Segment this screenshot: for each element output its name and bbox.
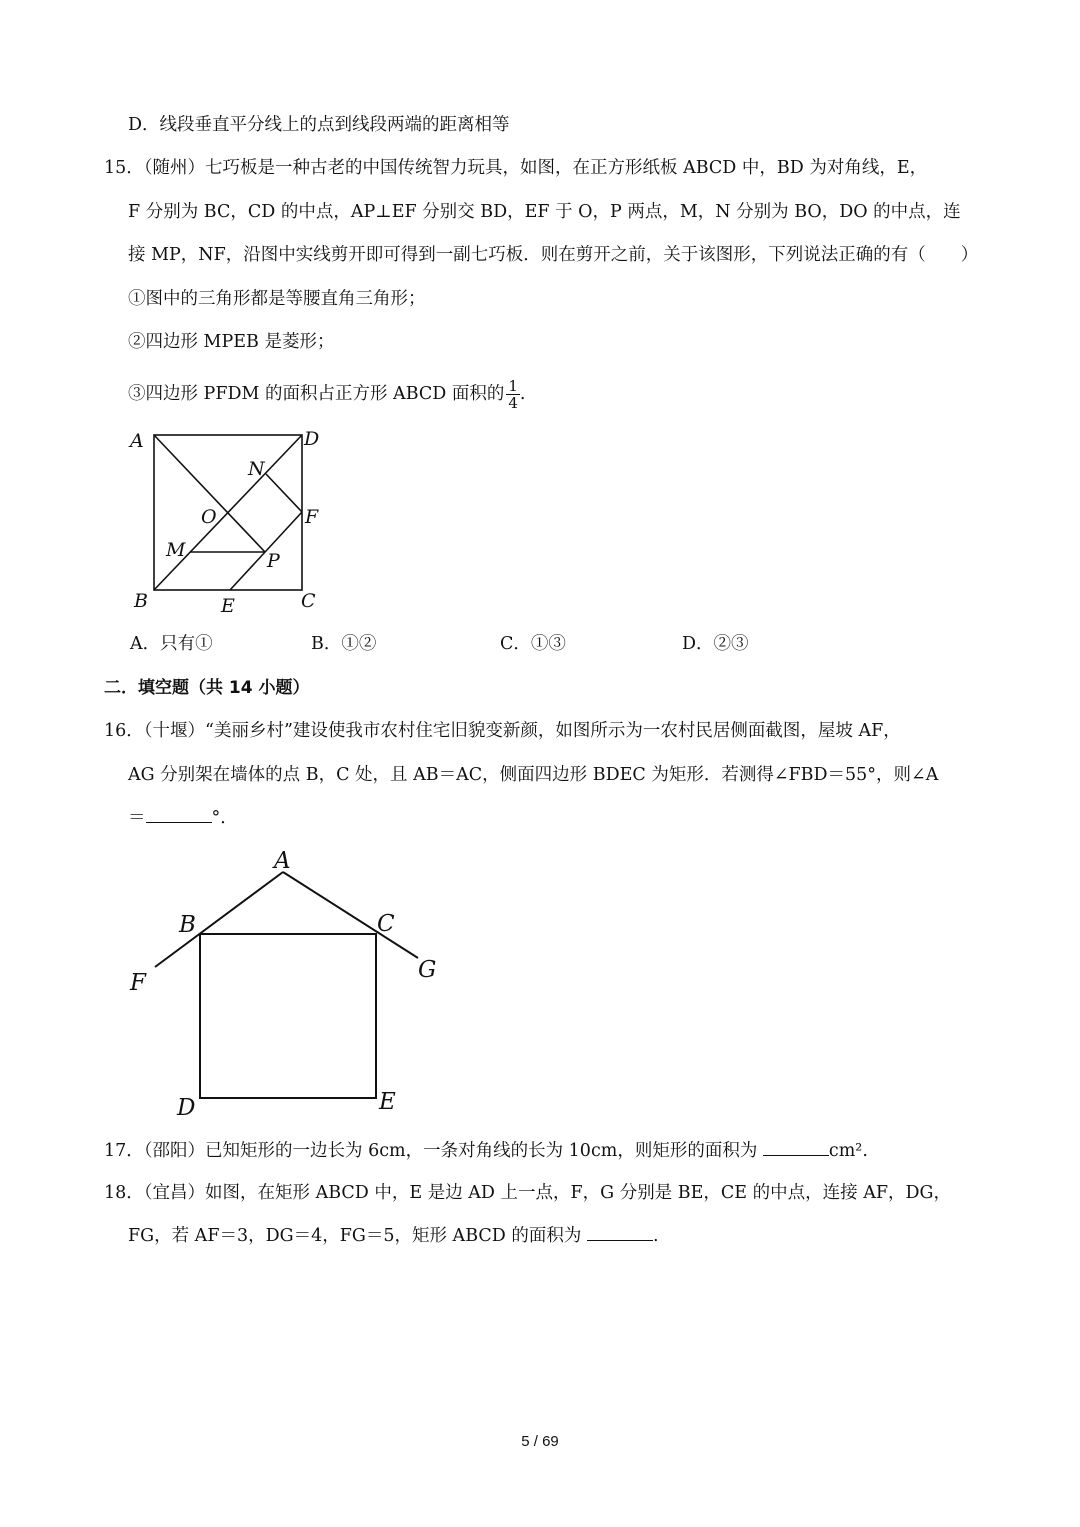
answer-blank[interactable] [763,1141,829,1156]
q15-statement-3-text: ③四边形 PFDM 的面积占正方形 ABCD 面积的 [128,384,505,404]
label-d: D [304,428,320,450]
q18-line-2 [128,1224,659,1248]
label-b: B [134,590,148,612]
segment-ap [154,435,265,552]
label-a: A [274,848,291,874]
q15-statement-1: ①图中的三角形都是等腰直角三角形； [128,289,426,309]
label-c: C [301,590,316,612]
q16-line-2: AG 分别架在墙体的点 B，C 处，且 AB＝AC，侧面四边形 BDEC 为矩形．若测得∠FBD＝55°，则∠A [128,765,939,785]
label-n: N [248,458,265,480]
q15-statement-3-end: . [519,384,526,404]
q17-unit: cm². [828,1141,868,1161]
q18-end: . [652,1226,659,1246]
page-number: 5 / 69 [521,1433,559,1450]
q17-line [104,1139,868,1163]
roof-slope-af [155,872,283,967]
q18-line-1: 18．（宜昌）如图，在矩形 ABCD 中，E 是边 AD 上一点，F，G 分别是 BE，CE 的中点，连接 AF，DG， [104,1183,951,1203]
q16-line-3 [128,806,238,830]
label-f: F [130,970,146,996]
answer-blank[interactable] [146,808,212,823]
q16-degree-end: °． [211,808,238,828]
fraction-denominator: 4 [508,394,518,412]
segment-ef [230,512,302,590]
q15-line-1: 15．（随州）七巧板是一种古老的中国传统智力玩具，如图，在正方形纸板 ABCD 中，BD 为对角线，E， [104,158,928,178]
label-e: E [221,595,235,617]
section-title: 二．填空题（共 14 小题） [104,678,310,698]
q14-option-d: D．线段垂直平分线上的点到线段两端的距离相等 [128,115,510,135]
label-b: B [179,912,196,938]
q15-statement-2: ②四边形 MPEB 是菱形； [128,332,335,352]
label-d: D [177,1095,196,1121]
q15-line-2: F 分别为 BC，CD 的中点，AP⊥EF 分别交 BD，EF 于 O，P 两点，M，N 分别为 BO，DO 的中点，连 [128,202,961,222]
tangram-figure [154,435,302,590]
label-f: F [305,506,319,528]
q15-line-3: 接 MP，NF，沿图中实线剪开即可得到一副七巧板．则在剪开之前，关于该图形，下列说法正确的有（ ） [128,245,979,265]
q16-equals: ＝ [128,808,146,828]
label-g: G [418,957,437,983]
q15-option-b[interactable]: B．①② [311,634,377,654]
label-e: E [379,1089,396,1115]
roof-slope-ag [283,872,418,958]
q15-option-c[interactable]: C．①③ [500,634,566,654]
fraction-numerator: 1 [508,377,518,395]
label-m: M [166,539,186,561]
answer-blank[interactable] [587,1226,653,1241]
rectangle-bdec [200,934,376,1098]
q15-option-d[interactable]: D．②③ [682,634,749,654]
label-c: C [377,911,395,937]
q17-text: 17．（邵阳）已知矩形的一边长为 6cm，一条对角线的长为 10cm，则矩形的面积为 [104,1141,763,1161]
q16-line-1: 16．（十堰）“美丽乡村”建设使我市农村住宅旧貌变新颜，如图所示为一农村民居侧面截图，屋坡 AF， [104,721,901,741]
label-o: O [201,506,217,528]
q18-text: FG，若 AF＝3，DG＝4，FG＝5，矩形 ABCD 的面积为 [128,1226,587,1246]
label-a: A [130,430,144,452]
q15-option-a[interactable]: A．只有① [130,634,213,654]
segment-nf [266,474,302,512]
label-p: P [267,550,280,572]
house-figure [155,872,418,1098]
